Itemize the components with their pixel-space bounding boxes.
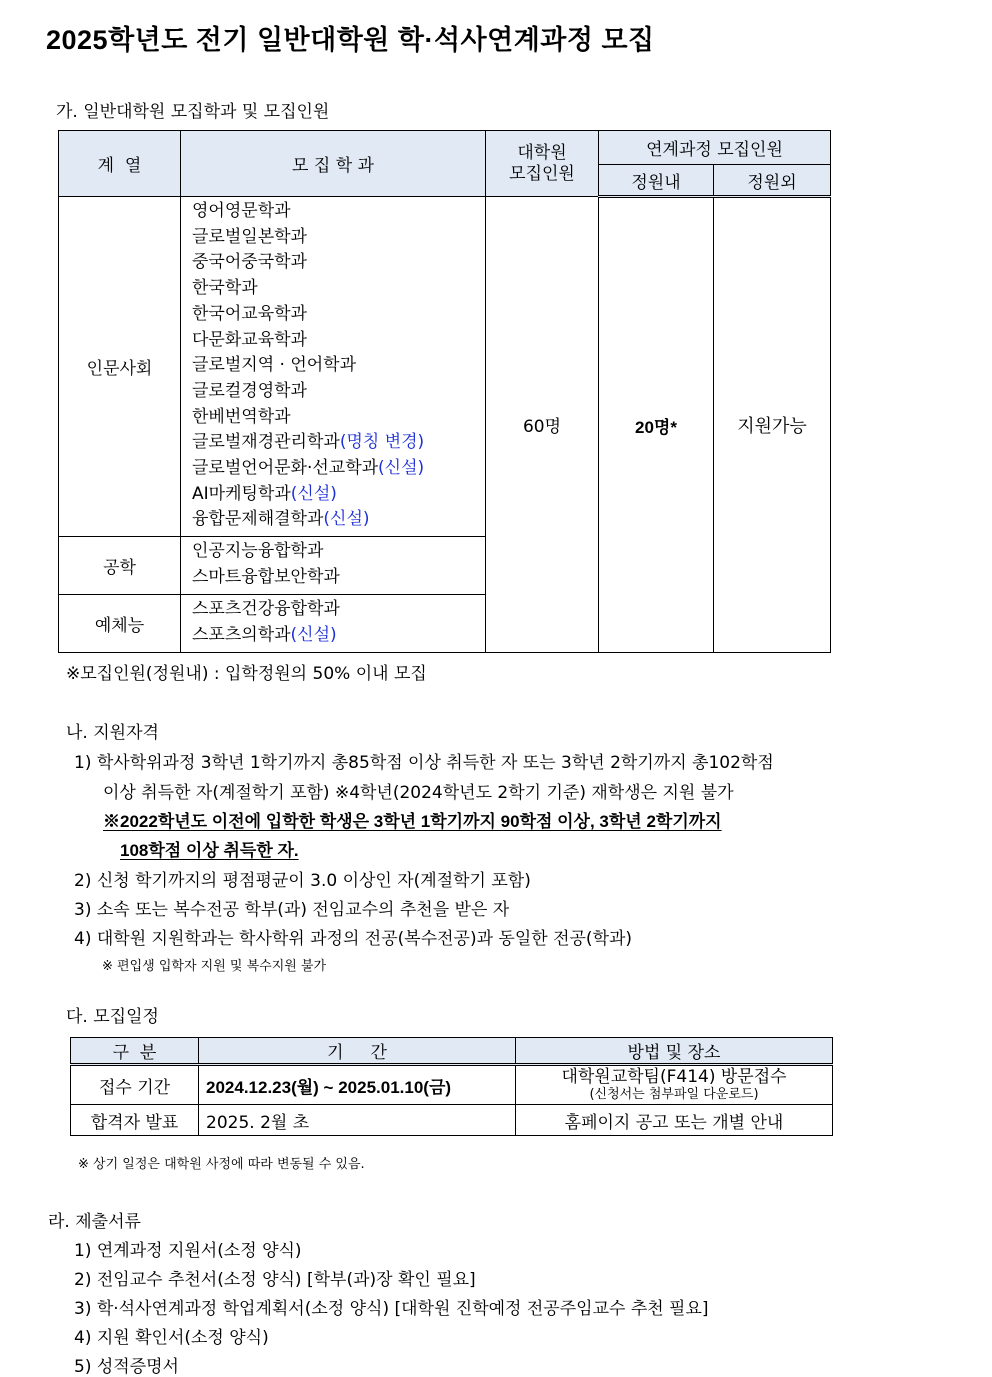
section-c-heading: 다. 모집일정 [66, 1007, 159, 1027]
grad-quota-value: 60명 [486, 197, 599, 653]
within-quota-value: 20명* [599, 197, 714, 653]
row-method-sub: (신청서는 첨부파일 다운로드) [589, 1086, 759, 1102]
table-row [71, 1105, 833, 1136]
recruit-footnote: ※모집인원(정원내) : 입학정원의 50% 이내 모집 [66, 664, 427, 684]
header-grad-quota [486, 131, 599, 197]
dept-list-humanities [181, 197, 486, 537]
field-engineering: 공학 [59, 537, 181, 595]
document-item-5: 5) 성적증명서 [74, 1357, 179, 1377]
header-method: 방법 및 장소 [516, 1038, 833, 1065]
document-item-4: 4) 지원 확인서(소정 양식) [74, 1328, 269, 1348]
dept-item: 한국학과 [192, 278, 258, 299]
eligibility-note: ※ 편입생 입학자 지원 및 복수지원 불가 [102, 959, 327, 974]
dept-item: 스포츠건강융합학과 [192, 599, 340, 619]
section-a-heading: 가. 일반대학원 모집학과 및 모집인원 [56, 102, 330, 122]
dept-item: 융합문제해결학과(신설) [192, 509, 370, 530]
table-row [71, 1065, 833, 1105]
outside-quota-value: 지원가능 [714, 197, 831, 653]
recruit-table [58, 130, 831, 653]
dept-item: 한베번역학과 [192, 406, 291, 427]
eligibility-item-1: 1) 학사학위과정 3학년 1학기까지 총85학점 이상 취득한 자 또는 3학년 2학기까지 총102학점 [74, 753, 774, 773]
schedule-table [70, 1037, 833, 1136]
row-period: 2025. 2월 초 [199, 1105, 516, 1136]
section-d-heading: 라. 제출서류 [48, 1212, 141, 1232]
dept-item: 글로벌지역 · 언어학과 [192, 355, 357, 376]
dept-note: (명칭 변경) [339, 432, 425, 453]
eligibility-exception: ※2022학년도 이전에 입학한 학생은 3학년 1학기까지 90학점 이상, 3학년 2학기까지 [103, 812, 722, 831]
row-label: 접수 기간 [71, 1065, 199, 1105]
dept-item: 글로벌일본학과 [192, 226, 307, 247]
dept-list-arts-sports [181, 595, 486, 653]
eligibility-exception-cont: 108학점 이상 취득한 자. [120, 841, 299, 860]
eligibility-item-4: 4) 대학원 지원학과는 학사학위 과정의 전공(복수전공)과 동일한 전공(학과) [74, 929, 633, 949]
dept-item: 스마트융합보안학과 [192, 566, 340, 587]
dept-item: 한국어교육학과 [192, 303, 307, 324]
header-outside: 정원외 [714, 165, 831, 197]
header-grad-quota-line1: 대학원 [517, 142, 567, 163]
dept-item: 영어영문학과 [192, 201, 291, 221]
field-arts-sports: 예체능 [59, 595, 181, 653]
document-item-1: 1) 연계과정 지원서(소정 양식) [74, 1241, 302, 1261]
dept-item: AI마케팅학과(신설) [192, 483, 337, 504]
dept-item: 다문화교육학과 [192, 329, 307, 350]
eligibility-item-2: 2) 신청 학기까지의 평점평균이 3.0 이상인 자(계절학기 포함) [74, 871, 531, 891]
dept-note: (신설) [290, 483, 337, 504]
header-within: 정원내 [599, 165, 714, 197]
section-b-heading: 나. 지원자격 [66, 723, 159, 743]
document-item-2: 2) 전임교수 추천서(소정 양식) [학부(과)장 확인 필요] [74, 1270, 476, 1290]
dept-item: 스포츠의학과(신설) [192, 624, 337, 645]
header-category: 구 분 [71, 1038, 199, 1065]
header-linked-quota: 연계과정 모집인원 [599, 131, 831, 165]
eligibility-item-1-cont: 이상 취득한 자(계절학기 포함) ※4학년(2024학년도 2학기 기준) 재학생은 지원 불가 [103, 783, 734, 803]
dept-list-engineering [181, 537, 486, 595]
header-grad-quota-line2: 모집인원 [509, 163, 575, 184]
dept-item: 인공지능융합학과 [192, 541, 324, 561]
row-label: 합격자 발표 [71, 1105, 199, 1136]
field-humanities: 인문사회 [59, 197, 181, 537]
dept-item: 글로벌재경관리학과(명칭 변경) [192, 432, 425, 453]
dept-note: (신설) [323, 509, 370, 530]
row-method: 홈페이지 공고 또는 개별 안내 [516, 1105, 833, 1136]
document-item-3: 3) 학·석사연계과정 학업계획서(소정 양식) [대학원 진학예정 전공주임교수 추천 필요] [74, 1299, 709, 1319]
dept-item: 글로컬경영학과 [192, 380, 307, 401]
row-method: 대학원교학팀(F414) 방문접수 (신청서는 첨부파일 다운로드) [516, 1065, 833, 1105]
row-period: 2024.12.23(월) ~ 2025.01.10(금) [199, 1065, 516, 1105]
header-period: 기 간 [199, 1038, 516, 1065]
dept-note: (신설) [290, 624, 337, 645]
page-title: 2025학년도 전기 일반대학원 학·석사연계과정 모집 [46, 25, 655, 55]
table-row [59, 197, 831, 537]
schedule-note: ※ 상기 일정은 대학원 사정에 따라 변동될 수 있음. [78, 1157, 365, 1172]
header-field: 계 열 [59, 131, 181, 197]
dept-item: 글로벌언어문화·선교학과(신설) [192, 458, 425, 479]
header-dept: 모 집 학 과 [181, 131, 486, 197]
eligibility-item-3: 3) 소속 또는 복수전공 학부(과) 전임교수의 추천을 받은 자 [74, 900, 510, 920]
dept-note: (신설) [378, 458, 425, 479]
dept-item: 중국어중국학과 [192, 252, 307, 273]
